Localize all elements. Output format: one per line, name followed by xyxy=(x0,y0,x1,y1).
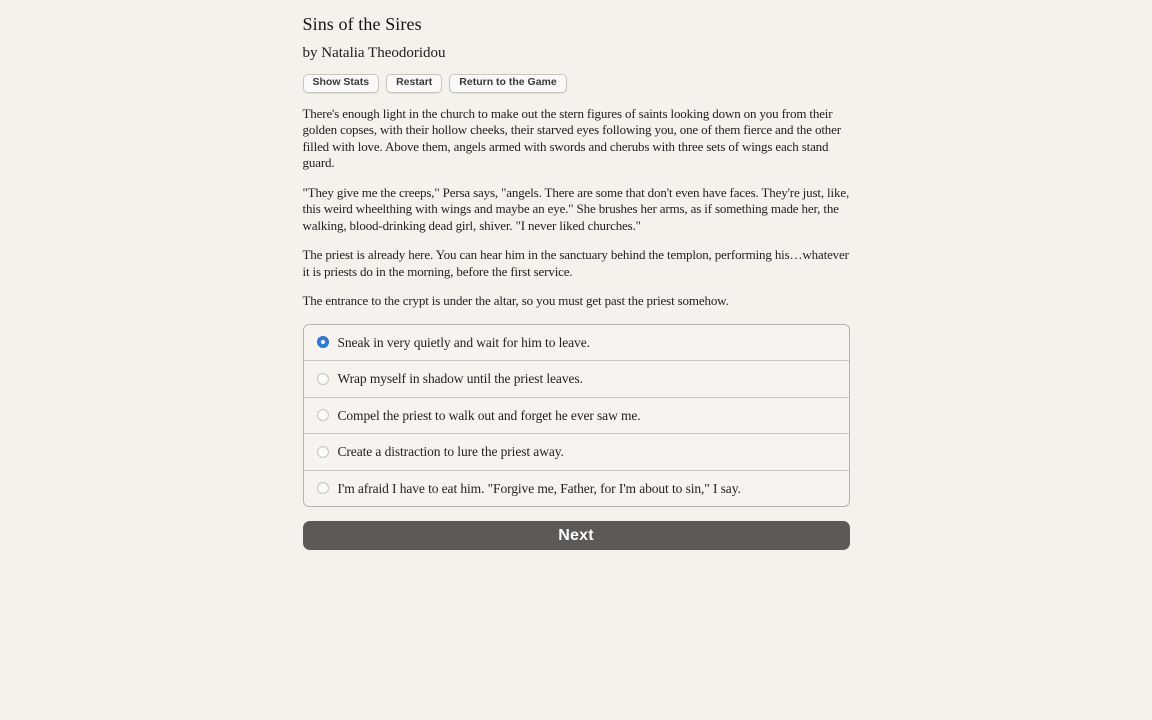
choice-label: Sneak in very quietly and wait for him to leave. xyxy=(337,334,590,350)
choice-group xyxy=(303,324,850,508)
page-title: Sins of the Sires xyxy=(302,14,422,34)
choice-label: Wrap myself in shadow until the priest leaves. xyxy=(337,371,583,387)
choice-label: Compel the priest to walk out and forget he ever saw me. xyxy=(337,407,641,423)
story-paragraph: There's enough light in the church to make out the stern figures of saints looking down on you from their golden copses, with their hollow cheeks, their starved eyes following you, one of them fierce and the other filled with love. Above them, angels armed with swords and cherubs with three sets of wings each stand guard. xyxy=(302,105,841,171)
radio-button-icon[interactable] xyxy=(317,336,329,348)
story-text xyxy=(303,106,850,310)
radio-button-icon[interactable] xyxy=(317,373,329,385)
story-page xyxy=(303,0,850,550)
restart-button[interactable]: Restart xyxy=(386,74,442,93)
choice-label: I'm afraid I have to eat him. "Forgive me, Father, for I'm about to sin," I say. xyxy=(337,480,741,496)
choice-option-distraction[interactable] xyxy=(304,433,849,470)
story-paragraph: The entrance to the crypt is under the altar, so you must get past the priest somehow. xyxy=(302,293,729,309)
choice-option-compel[interactable] xyxy=(304,397,849,434)
byline: by Natalia Theodoridou xyxy=(302,45,446,61)
choice-option-sneak[interactable] xyxy=(304,325,849,361)
next-button[interactable]: Next xyxy=(303,521,850,550)
radio-button-icon[interactable] xyxy=(317,482,329,494)
radio-button-icon[interactable] xyxy=(317,446,329,458)
story-paragraph: "They give me the creeps," Persa says, "angels. There are some that don't even have faces. They're just, like, this weird wheelthing with wings and maybe an eye." She brushes her arms, as if something made her, the walking, blood-drinking dead girl, shiver. "I never liked churches." xyxy=(302,184,850,233)
toolbar xyxy=(303,74,850,93)
show-stats-button[interactable]: Show Stats xyxy=(303,74,380,93)
radio-button-icon[interactable] xyxy=(317,409,329,421)
return-to-game-button[interactable]: Return to the Game xyxy=(449,74,566,93)
choice-option-shadow[interactable] xyxy=(304,360,849,397)
story-paragraph: The priest is already here. You can hear him in the sanctuary behind the templon, performing his…whatever it is priests do in the morning, before the first service. xyxy=(302,247,849,279)
choice-label: Create a distraction to lure the priest away. xyxy=(337,444,564,460)
choice-option-eat-him[interactable] xyxy=(304,470,849,507)
